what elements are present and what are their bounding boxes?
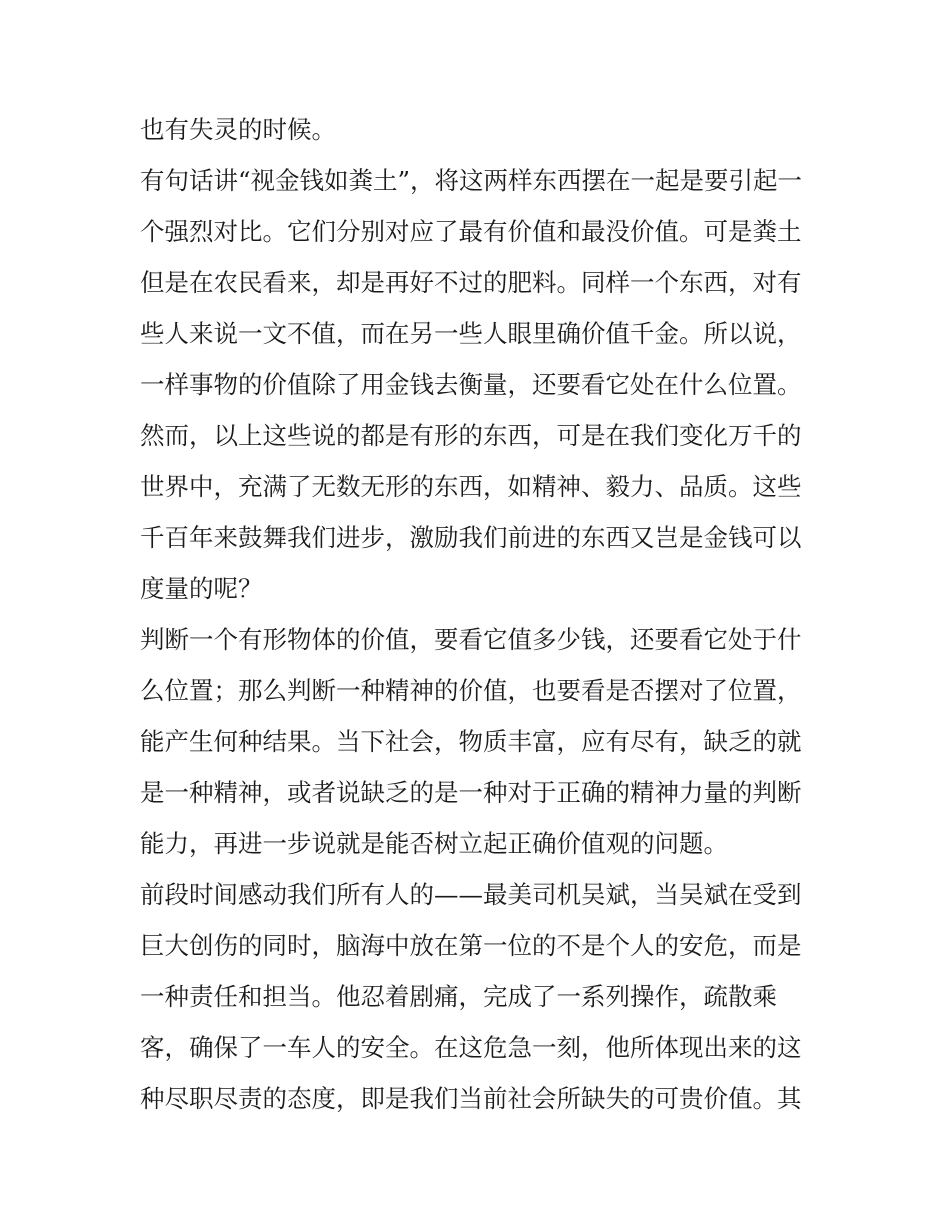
- text-line: 种尽职尽责的态度，即是我们当前社会所缺失的可贵价值。其: [140, 1084, 802, 1113]
- essay-text: [140, 108, 830, 1128]
- text-line: 个强烈对比。它们分别对应了最有价值和最没价值。可是粪土: [140, 217, 802, 246]
- text-line: 些人来说一文不值，而在另一些人眼里确价值千金。所以说，: [140, 319, 802, 348]
- text-line: 前段时间感动我们所有人的——最美司机吴斌，当吴斌在受到: [140, 880, 802, 909]
- text-line: 么位置；那么判断一种精神的价值，也要看是否摆对了位置，: [140, 676, 802, 705]
- text-line: 判断一个有形物体的价值，要看它值多少钱，还要看它处于什: [140, 625, 802, 654]
- text-line: 度量的呢？: [140, 574, 263, 603]
- text-line: 客，确保了一车人的安全。在这危急一刻，他所体现出来的这: [140, 1033, 802, 1062]
- text-line: 能产生何种结果。当下社会，物质丰富，应有尽有，缺乏的就: [140, 727, 802, 756]
- text-line: 也有失灵的时候。: [140, 115, 336, 144]
- text-line: 能力，再进一步说就是能否树立起正确价值观的问题。: [140, 829, 728, 858]
- text-line: 一种责任和担当。他忍着剧痛，完成了一系列操作，疏散乘: [140, 982, 777, 1011]
- text-line: 是一种精神，或者说缺乏的是一种对于正确的精神力量的判断: [140, 778, 802, 807]
- text-line: 千百年来鼓舞我们进步，激励我们前进的东西又岂是金钱可以: [140, 523, 802, 552]
- text-line: 然而，以上这些说的都是有形的东西，可是在我们变化万千的: [140, 421, 802, 450]
- text-line: 但是在农民看来，却是再好不过的肥料。同样一个东西，对有: [140, 268, 802, 297]
- text-line: 巨大创伤的同时，脑海中放在第一位的不是个人的安危，而是: [140, 931, 802, 960]
- text-line: 有句话讲“视金钱如粪土”，将这两样东西摆在一起是要引起一: [140, 166, 803, 195]
- text-line: 世界中，充满了无数无形的东西，如精神、毅力、品质。这些: [140, 472, 802, 501]
- text-line: 一样事物的价值除了用金钱去衡量，还要看它处在什么位置。: [140, 370, 802, 399]
